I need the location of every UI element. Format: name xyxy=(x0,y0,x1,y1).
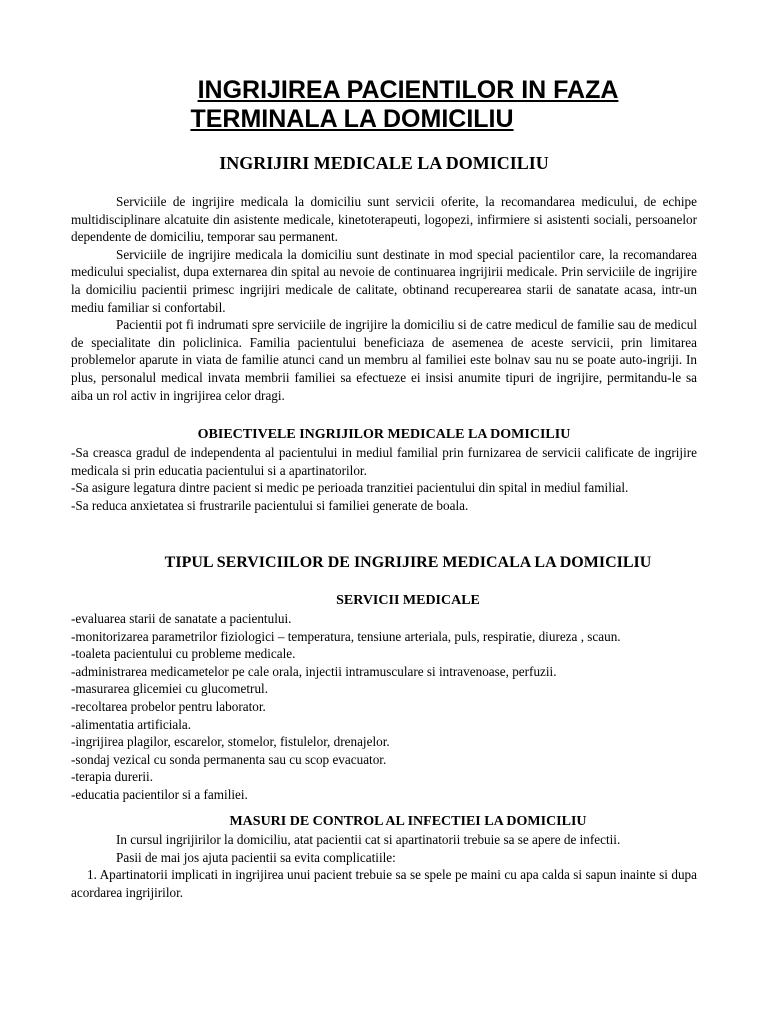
list-item: -Sa creasca gradul de independenta al pacientului in mediul familial prin furnizarea de servicii calificate de ingrijire medicala si prin educatia pacientului si a apartinatorilor. xyxy=(71,445,697,478)
section-body-home-medical-care xyxy=(71,193,697,404)
list-item: -evaluarea starii de sanatate a pacientului. xyxy=(71,611,292,626)
section-heading-service-types: TIPUL SERVICIILOR DE INGRIJIRE MEDICALA LA DOMICILIU xyxy=(164,554,652,571)
section-heading-home-medical-care: INGRIJIRI MEDICALE LA DOMICILIU xyxy=(219,153,549,173)
list-item: -masurarea glicemiei cu glucometrul. xyxy=(71,681,268,697)
list-item: -recoltarea probelor pentru laborator. xyxy=(71,698,266,714)
objectives-list xyxy=(71,444,697,514)
paragraph: Serviciile de ingrijire medicala la domiciliu sunt destinate in mod special pacientilor care, la recomandarea medicului specialist, dupa externarea din spital au nevoie de continuarea ingrijirii medicale. Prin serviciile de ingrijire la domiciliu pacientii primesc ingrijiri medicale de calitate, obtinand recuperearea starii de sanatate acasa, intr-un mediu familiar si confortabil. xyxy=(71,246,697,315)
list-item: -educatia pacientilor si a familiei. xyxy=(71,786,248,802)
section-heading-infection-control: MASURI DE CONTROL AL INFECTIEI LA DOMICILIU xyxy=(229,814,587,829)
paragraph: In cursul ingrijirilor la domiciliu, atat pacientii cat si apartinatorii trebuie sa se apere de infectii. xyxy=(116,832,621,847)
list-item: -terapia durerii. xyxy=(71,769,154,785)
numbered-item: 1. Apartinatorii implicati in ingrijirea unui pacient trebuie sa se spele pe maini cu apa calda si sapun inainte si dupa acordarea ingrijirilor. xyxy=(71,867,697,900)
paragraph: Pacientii pot fi indrumati spre serviciile de ingrijire la domiciliu si de catre medicul de familie sau de medicul de specialitate din policlinica. Familia pacientului beneficiaza de asemenea de aceste servicii, prin limitarea problemelor aparute in viata de familie atunci cand un membru al familiei este bolnav sau nu se poate auto-ingriji. In plus, personalul medical invata membrii familiei sa efectueze ei insisi anumite tipuri de ingrijire, permitandu-le sa aiba un rol activ in ingrijirea celor dragi. xyxy=(71,317,697,403)
list-item: -administrarea medicametelor pe cale orala, injectii intramusculare si intravenoase, perfuzii. xyxy=(71,663,557,679)
paragraph: Serviciile de ingrijire medicala la domiciliu sunt servicii oferite, la recomandarea medicului, de echipe multidisciplinare alcatuite din asistente medicale, kinetoterapeuti, logopezi, infirmiere si asistenti sociali, persoanelor dependente de domiciliu, temporar sau permanent. xyxy=(71,194,697,245)
document-title-line-1: INGRIJIREA PACIENTILOR IN FAZA xyxy=(197,76,619,104)
paragraph: Pasii de mai jos ajuta pacientii sa evita complicatiile: xyxy=(116,849,396,865)
list-item: -ingrijirea plagilor, escarelor, stomelor, fistulelor, drenajelor. xyxy=(71,734,390,750)
list-item: -alimentatia artificiala. xyxy=(71,716,192,732)
list-item: -Sa reduca anxietatea si frustrarile pacientului si familiei generate de boala. xyxy=(71,497,469,513)
section-heading-objectives: OBIECTIVELE INGRIJILOR MEDICALE LA DOMICILIU xyxy=(197,427,571,442)
medical-services-list xyxy=(71,610,697,804)
section-body-infection-control xyxy=(71,831,697,901)
list-item: -monitorizarea parametrilor fiziologici – temperatura, tensiune arteriala, puls, respiratie, diureza , scaun. xyxy=(71,628,621,644)
section-heading-medical-services: SERVICII MEDICALE xyxy=(336,593,480,608)
document-title-line-2: TERMINALA LA DOMICILIU xyxy=(190,105,514,133)
list-item: -Sa asigure legatura dintre pacient si medic pe perioada tranzitiei pacientului din spital in mediul familial. xyxy=(71,480,629,496)
list-item: -sondaj vezical cu sonda permanenta sau cu scop evacuator. xyxy=(71,751,387,767)
list-item: -toaleta pacientului cu probleme medicale. xyxy=(71,646,296,662)
